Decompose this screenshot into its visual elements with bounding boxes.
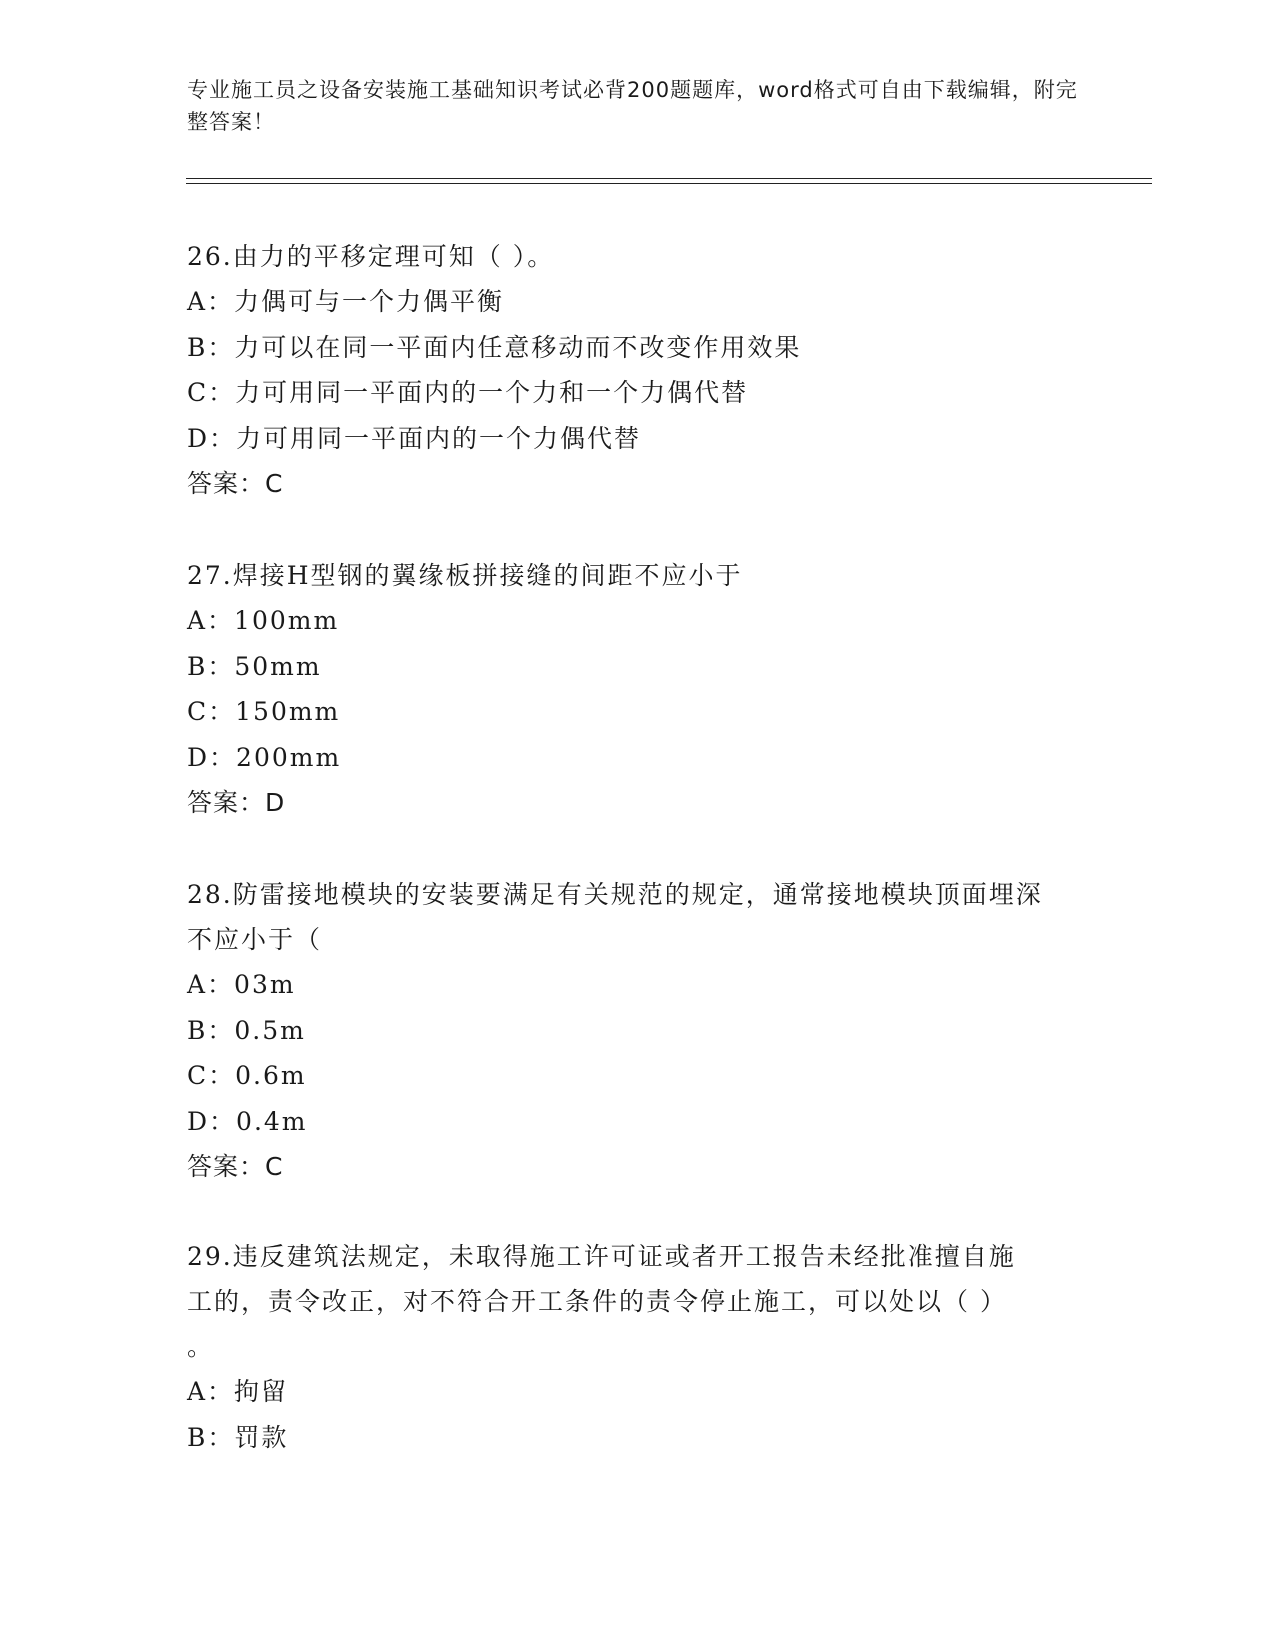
question-28 — [187, 872, 1087, 1189]
option-b: B：罚款 — [187, 1422, 289, 1452]
question-stem-line-3: 。 — [187, 1332, 215, 1361]
option-b: B：50mm — [187, 651, 322, 681]
question-stem: 27.焊接H型钢的翼缘板拼接缝的间距不应小于 — [187, 561, 743, 590]
option-a: A：03m — [187, 970, 296, 999]
option-d: D：0.4m — [187, 1106, 308, 1136]
option-c: C：力可用同一平面内的一个力和一个力偶代替 — [187, 378, 749, 407]
option-d: D：力可用同一平面内的一个力偶代替 — [187, 423, 642, 453]
answer-line: 答案：D — [187, 788, 286, 817]
header-divider-top — [186, 178, 1152, 179]
document-header: 专业施工员之设备安装施工基础知识考试必背200题题库，word格式可自由下载编辑，附完整答案！ — [187, 78, 1078, 134]
question-26 — [187, 234, 1087, 506]
header-divider-bottom — [186, 183, 1152, 184]
question-27 — [187, 553, 1087, 825]
option-a: A：100mm — [187, 606, 340, 635]
answer-line: 答案：C — [187, 469, 284, 498]
option-b: B：力可以在同一平面内任意移动而不改变作用效果 — [187, 332, 802, 362]
option-b: B：0.5m — [187, 1015, 306, 1045]
option-d: D：200mm — [187, 742, 342, 772]
option-c: C：150mm — [187, 697, 341, 726]
option-a: A：力偶可与一个力偶平衡 — [187, 287, 505, 316]
question-29 — [187, 1234, 1087, 1460]
option-c: C：0.6m — [187, 1061, 307, 1090]
question-stem-line-2: 工的，责令改正，对不符合开工条件的责令停止施工，可以处以（ ） — [187, 1287, 1007, 1316]
answer-line: 答案：C — [187, 1152, 284, 1181]
question-stem: 26.由力的平移定理可知（ ）。 — [187, 242, 555, 271]
option-a: A：拘留 — [187, 1377, 289, 1406]
question-stem: 28.防雷接地模块的安装要满足有关规范的规定，通常接地模块顶面埋深不应小于（ — [187, 880, 1043, 954]
question-stem-line-1: 29.违反建筑法规定，未取得施工许可证或者开工报告未经批准擅自施 — [187, 1242, 1016, 1271]
